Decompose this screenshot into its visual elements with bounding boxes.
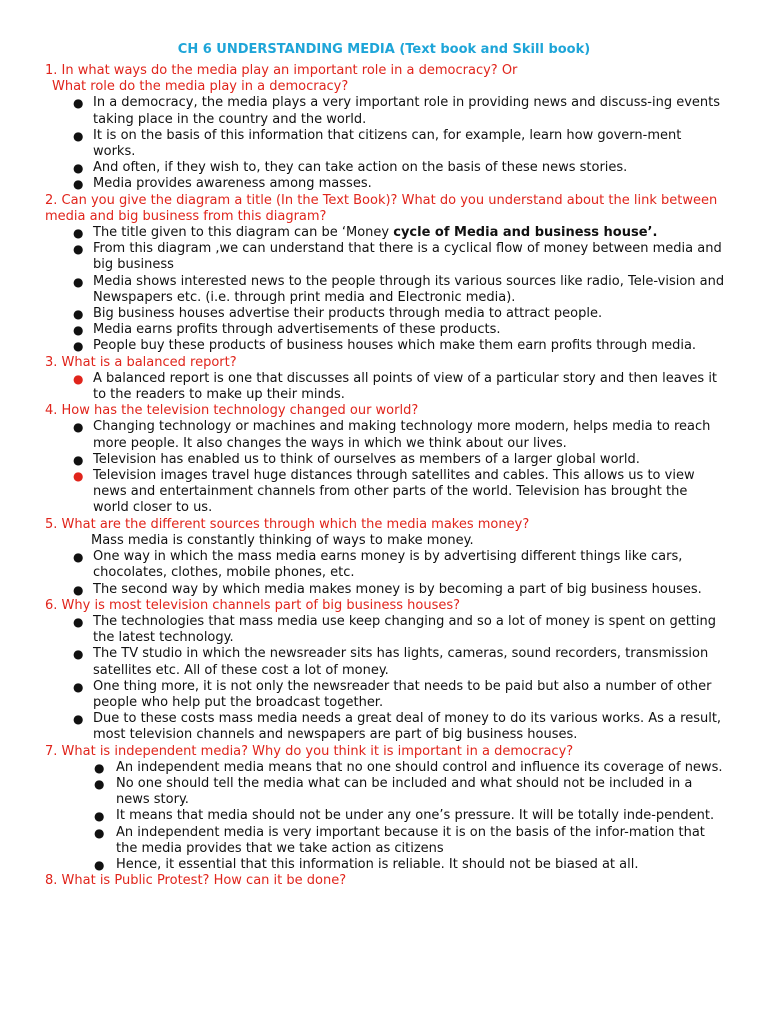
bullet-icon: ● xyxy=(73,452,84,467)
bullet-icon: ● xyxy=(73,679,84,694)
bullet-icon: ● xyxy=(94,857,105,872)
question-1-line1: 1. In what ways do the media play an important role in a democracy? Or xyxy=(45,63,518,78)
question-1-line2: What role do the media play in a democracy? xyxy=(52,79,349,95)
bullet-icon: ● xyxy=(73,647,84,662)
bullet-icon: ● xyxy=(73,371,84,386)
list-item: ● Media provides awareness among masses. xyxy=(73,176,372,192)
bullet-icon: ● xyxy=(73,339,84,354)
bullet-icon: ● xyxy=(73,274,84,289)
bullet-icon: ● xyxy=(73,582,84,597)
bullet-icon: ● xyxy=(94,825,105,840)
bullet-icon: ● xyxy=(94,760,105,775)
list-item: ● The second way by which media makes money is by becoming a part of big business houses. xyxy=(73,581,702,597)
bullet-icon: ● xyxy=(73,323,84,338)
list-item: ● And often, if they wish to, they can take action on the basis of these news stories. xyxy=(73,160,628,176)
title-item-bold: cycle of Media and business house’. xyxy=(393,225,658,241)
question-6: 6. Why is most television channels part of big business houses? xyxy=(45,597,461,613)
list-item xyxy=(45,225,725,241)
list-item: ● One thing more, it is not only the newsreader that needs to be paid but also a number of other people who help put the broadcast together. xyxy=(73,678,712,710)
list-item: ● An independent media is very important because it is on the basis of the infor-mation that the media provides that we take action as citizens xyxy=(94,824,705,856)
bullet-icon: ● xyxy=(73,177,84,192)
bullet-icon: ● xyxy=(73,242,84,257)
question-3: 3. What is a balanced report? xyxy=(45,354,237,370)
bullet-icon: ● xyxy=(73,128,84,143)
answer-list-5 xyxy=(45,549,725,598)
bullet-icon: ● xyxy=(73,96,84,111)
list-item: ● It means that media should not be under any one’s pressure. It will be totally inde-pendent. xyxy=(94,808,715,824)
list-item: ● Media earns profits through advertisements of these products. xyxy=(73,322,501,338)
list-item: ● An independent media means that no one should control and influence its coverage of news. xyxy=(94,759,723,775)
list-item: ● It is on the basis of this information that citizens can, for example, learn how govern-ment works. xyxy=(73,127,682,160)
list-item: ● No one should tell the media what can be included and what should not be included in a news story. xyxy=(94,775,693,808)
section-5-intro: Mass media is constantly thinking of ways to make money. xyxy=(91,532,474,548)
title-item-prefix: The title given to this diagram can be ‘Money xyxy=(93,225,394,241)
list-item: ● People buy these products of business houses which make them earn profits through media. xyxy=(73,338,697,354)
bullet-icon: ● xyxy=(73,307,84,322)
question-7: 7. What is independent media? Why do you think it is important in a democracy? xyxy=(45,743,574,759)
list-item: ● One way in which the mass media earns money is by advertising different things like cars, chocolates, clothes, mobile phones, etc. xyxy=(73,549,683,581)
answer-list-6 xyxy=(45,614,725,744)
question-5: 5. What are the different sources through which the media makes money? xyxy=(45,516,530,532)
bullet-icon: ● xyxy=(73,712,84,727)
bullet-icon: ● xyxy=(94,809,105,824)
list-item: ● Television images travel huge distances through satellites and cables. This allows us to view news and entertainment channels from other parts of the world. Television has brought the world closer to us. xyxy=(73,468,695,516)
question-4: 4. How has the television technology changed our world? xyxy=(45,403,419,419)
bullet-icon: ● xyxy=(73,420,84,435)
question-1 xyxy=(45,63,725,95)
list-item: ● A balanced report is one that discusses all points of view of a particular story and then leaves it to the readers to make up their minds. xyxy=(73,370,718,403)
list-item: ● Big business houses advertise their products through media to attract people. xyxy=(73,306,603,322)
question-2: 2. Can you give the diagram a title (In the Text Book)? What do you understand about the link between media and big business from this diagram? xyxy=(45,192,718,224)
list-item: ● Hence, it essential that this information is reliable. It should not be biased at all. xyxy=(94,856,639,872)
document-body xyxy=(45,63,725,889)
list-item: ● Changing technology or machines and making technology more modern, helps media to reach more people. It also changes the ways in which we think about our lives. xyxy=(73,419,711,451)
answer-list-3 xyxy=(45,371,725,403)
bullet-icon: ● xyxy=(73,226,84,241)
answer-list-2 xyxy=(45,225,725,355)
list-item: ● Television has enabled us to think of ourselves as members of a larger global world. xyxy=(73,451,640,467)
list-item: ● The TV studio in which the newsreader sits has lights, cameras, sound recorders, transmission satellites etc. All of these cost a lot of money. xyxy=(73,646,709,678)
answer-list-7 xyxy=(45,760,725,873)
list-item: ● In a democracy, the media plays a very important role in providing news and discuss-ing events taking place in the country and the world. xyxy=(73,95,721,127)
list-item: ● Due to these costs mass media needs a great deal of money to do its various works. As a result, most television channels and newspapers are part of big business houses. xyxy=(73,711,722,743)
bullet-icon: ● xyxy=(73,469,84,484)
list-item: ● From this diagram ,we can understand that there is a cyclical flow of money between media and big business xyxy=(73,241,722,273)
bullet-icon: ● xyxy=(73,614,84,629)
list-item: ● The technologies that mass media use keep changing and so a lot of money is spent on getting the latest technology. xyxy=(73,613,717,646)
bullet-icon: ● xyxy=(73,550,84,565)
list-item: ● Media shows interested news to the people through its various sources like radio, Tele-vision and Newspapers etc. (i.e. through print media and Electronic media). xyxy=(73,273,725,305)
question-8: 8. What is Public Protest? How can it be done? xyxy=(45,873,347,889)
bullet-icon: ● xyxy=(73,161,84,176)
answer-list-1 xyxy=(45,95,725,192)
bullet-icon: ● xyxy=(94,776,105,791)
answer-list-4 xyxy=(45,419,725,516)
page-title: CH 6 UNDERSTANDING MEDIA (Text book and Skill book) xyxy=(177,42,591,57)
